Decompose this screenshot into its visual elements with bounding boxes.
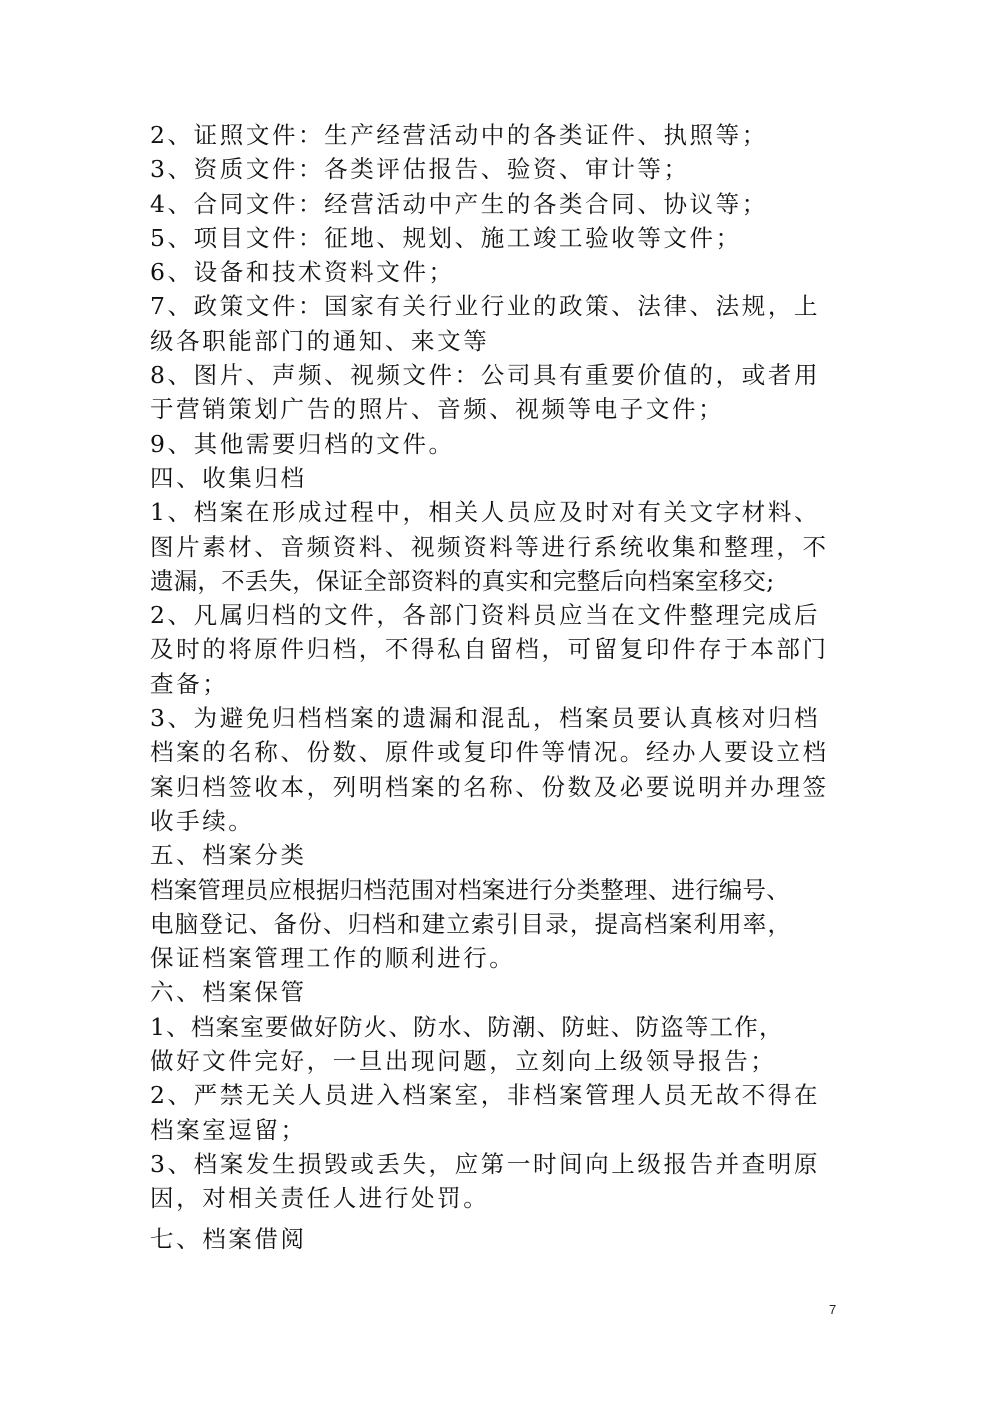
text-line: 收手续。	[150, 806, 255, 835]
text-line: 2、凡属归档的文件，各部门资料员应当在文件整理完成后	[150, 601, 821, 630]
text-line: 档案管理员应根据归档范围对档案进行分类整理、进行编号、	[150, 875, 790, 904]
text-line: 做好文件完好，一旦出现问题，立刻向上级领导报告；	[150, 1047, 777, 1076]
text-line: 8、图片、声频、视频文件：公司具有重要价值的，或者用	[150, 361, 821, 390]
text-line: 9、其他需要归档的文件。	[150, 429, 455, 458]
text-line: 4、合同文件：经营活动中产生的各类合同、协议等；	[150, 189, 768, 218]
text-line: 3、资质文件：各类评估报告、验资、审计等；	[150, 155, 690, 184]
text-line: 档案的名称、份数、原件或复印件等情况。经办人要设立档	[150, 738, 829, 767]
text-line: 5、项目文件：征地、规划、施工竣工验收等文件；	[150, 223, 742, 252]
section-heading: 六、档案保管	[150, 978, 307, 1007]
document-body	[150, 118, 850, 1256]
text-line: 保证档案管理工作的顺利进行。	[150, 944, 516, 973]
text-line: 1、档案在形成过程中，相关人员应及时对有关文字材料、	[150, 498, 821, 527]
text-line: 及时的将原件归档，不得私自留档，可留复印件存于本部门	[150, 635, 829, 664]
text-line: 电脑登记、备份、归档和建立索引目录，提高档案利用率，	[150, 909, 793, 938]
text-line: 查备；	[150, 669, 229, 698]
section-heading: 五、档案分类	[150, 841, 307, 870]
text-line: 3、为避免归档档案的遗漏和混乱，档案员要认真核对归档	[150, 704, 821, 733]
text-line: 级各职能部门的通知、来文等	[150, 326, 490, 355]
text-line: 1、档案室要做好防火、防水、防潮、防蛀、防盗等工作，	[150, 1012, 784, 1041]
text-line: 2、证照文件：生产经营活动中的各类证件、执照等；	[150, 121, 768, 149]
section-heading: 四、收集归档	[150, 463, 307, 492]
text-line: 遗漏，不丢失，保证全部资料的真实和完整后向档案室移交;	[150, 566, 775, 595]
page-number: 7	[829, 1302, 837, 1317]
text-line: 6、设备和技术资料文件；	[150, 258, 455, 287]
text-line: 图片素材、音频资料、视频资料等进行系统收集和整理，不	[150, 532, 829, 561]
text-line: 档案室逗留；	[150, 1115, 307, 1144]
text-line: 7、政策文件：国家有关行业行业的政策、法律、法规，上	[150, 292, 821, 321]
section-heading: 七、档案借阅	[150, 1224, 307, 1253]
text-line: 案归档签收本，列明档案的名称、份数及必要说明并办理签	[150, 772, 829, 801]
text-line: 因，对相关责任人进行处罚。	[150, 1184, 490, 1213]
text-line: 于营销策划广告的照片、音频、视频等电子文件；	[150, 395, 725, 424]
text-line: 3、档案发生损毁或丢失，应第一时间向上级报告并查明原	[150, 1149, 821, 1178]
text-line: 2、严禁无关人员进入档案室，非档案管理人员无故不得在	[150, 1081, 821, 1110]
